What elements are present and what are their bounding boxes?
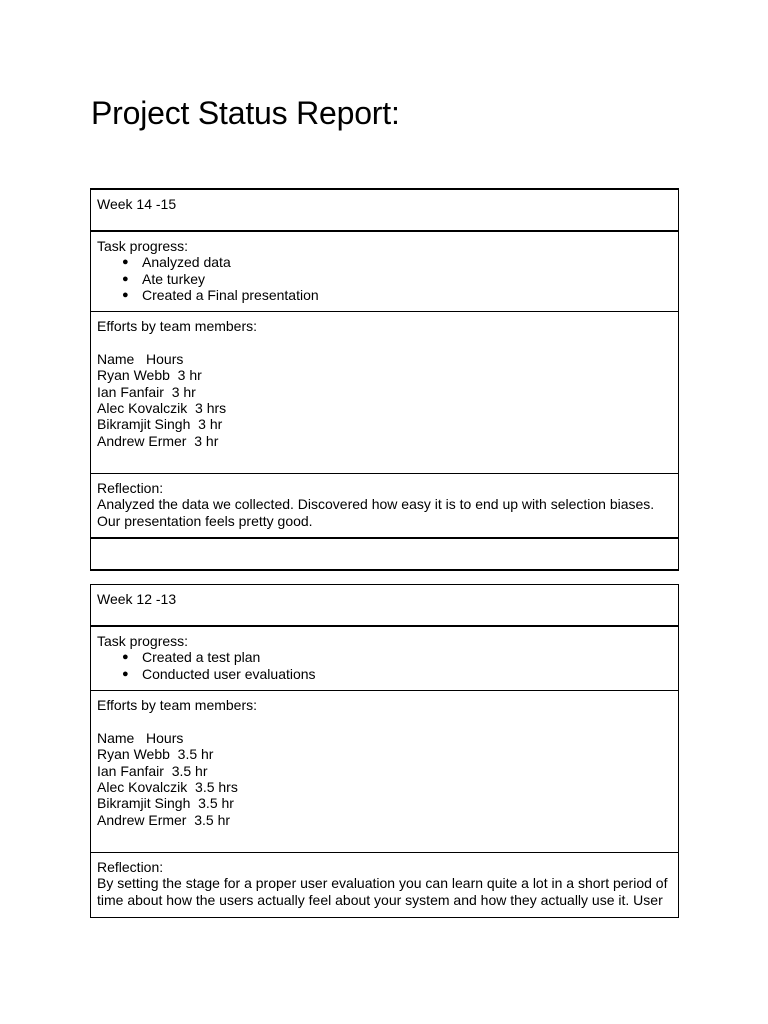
spacer (97, 334, 672, 350)
effort-entry: Ryan Webb 3 hr (97, 367, 202, 384)
reflection-label: Reflection: (97, 480, 164, 496)
task-list (97, 254, 672, 303)
bullet-icon: ● (122, 651, 129, 664)
effort-entry: Bikramjit Singh 3.5 hr (97, 795, 234, 812)
reflection-text: time about how the users actually feel about your system and how they actually use it. User (97, 891, 663, 908)
reflection-row (91, 853, 679, 918)
spacer (97, 713, 672, 729)
reflection-cell (91, 853, 679, 918)
reflection-text: Our presentation feels pretty good. (97, 512, 313, 529)
efforts-label: Efforts by team members: (97, 318, 258, 334)
task-progress-row (91, 231, 679, 312)
status-report-table-week-14-15 (90, 188, 679, 571)
task-text: Ate turkey (142, 270, 206, 287)
task-progress-cell (91, 626, 679, 691)
reflection-row (91, 474, 679, 539)
week-cell (91, 189, 679, 231)
week-cell (91, 585, 679, 627)
list-item (122, 254, 672, 270)
efforts-header: Name Hours (97, 350, 184, 367)
effort-entry: Alec Kovalczik 3 hrs (97, 400, 227, 417)
task-progress-row (91, 626, 679, 691)
task-text: Analyzed data (142, 254, 231, 271)
week-row (91, 189, 679, 231)
list-item (122, 287, 672, 303)
efforts-cell (91, 691, 679, 853)
task-progress-label: Task progress: (97, 633, 189, 649)
task-text: Created a test plan (142, 649, 261, 666)
efforts-row (91, 312, 679, 474)
week-row (91, 585, 679, 627)
bullet-icon: ● (122, 667, 129, 680)
reflection-text: By setting the stage for a proper user evaluation you can learn quite a lot in a short period of (97, 875, 668, 892)
bullet-icon: ● (122, 256, 129, 269)
effort-entry: Andrew Ermer 3 hr (97, 432, 219, 449)
task-progress-cell (91, 231, 679, 312)
reflection-label: Reflection: (97, 859, 164, 875)
page-title: Project Status Report: (91, 95, 400, 131)
empty-row (91, 538, 679, 570)
efforts-label: Efforts by team members: (97, 697, 258, 713)
reflection-cell (91, 474, 679, 539)
effort-entry: Andrew Ermer 3.5 hr (97, 811, 231, 828)
effort-entry: Ian Fanfair 3 hr (97, 383, 196, 400)
list-item (122, 271, 672, 287)
efforts-row (91, 691, 679, 853)
task-progress-label: Task progress: (97, 238, 189, 254)
week-label: Week 12 -13 (97, 591, 177, 607)
week-label: Week 14 -15 (97, 196, 177, 212)
bullet-icon: ● (122, 272, 129, 285)
effort-entry: Ian Fanfair 3.5 hr (97, 762, 208, 779)
effort-entry: Bikramjit Singh 3 hr (97, 416, 223, 433)
status-report-table-week-12-13 (90, 584, 679, 918)
reflection-text: Analyzed the data we collected. Discovered how easy it is to end up with selection biases. (97, 496, 655, 513)
efforts-cell (91, 312, 679, 474)
efforts-header: Name Hours (97, 729, 184, 746)
task-list (97, 649, 672, 682)
effort-entry: Ryan Webb 3.5 hr (97, 746, 214, 763)
bullet-icon: ● (122, 289, 129, 302)
task-text: Conducted user evaluations (142, 665, 316, 682)
list-item (122, 666, 672, 682)
task-text: Created a Final presentation (142, 287, 319, 304)
list-item (122, 649, 672, 665)
empty-cell (91, 538, 679, 570)
effort-entry: Alec Kovalczik 3.5 hrs (97, 779, 238, 796)
